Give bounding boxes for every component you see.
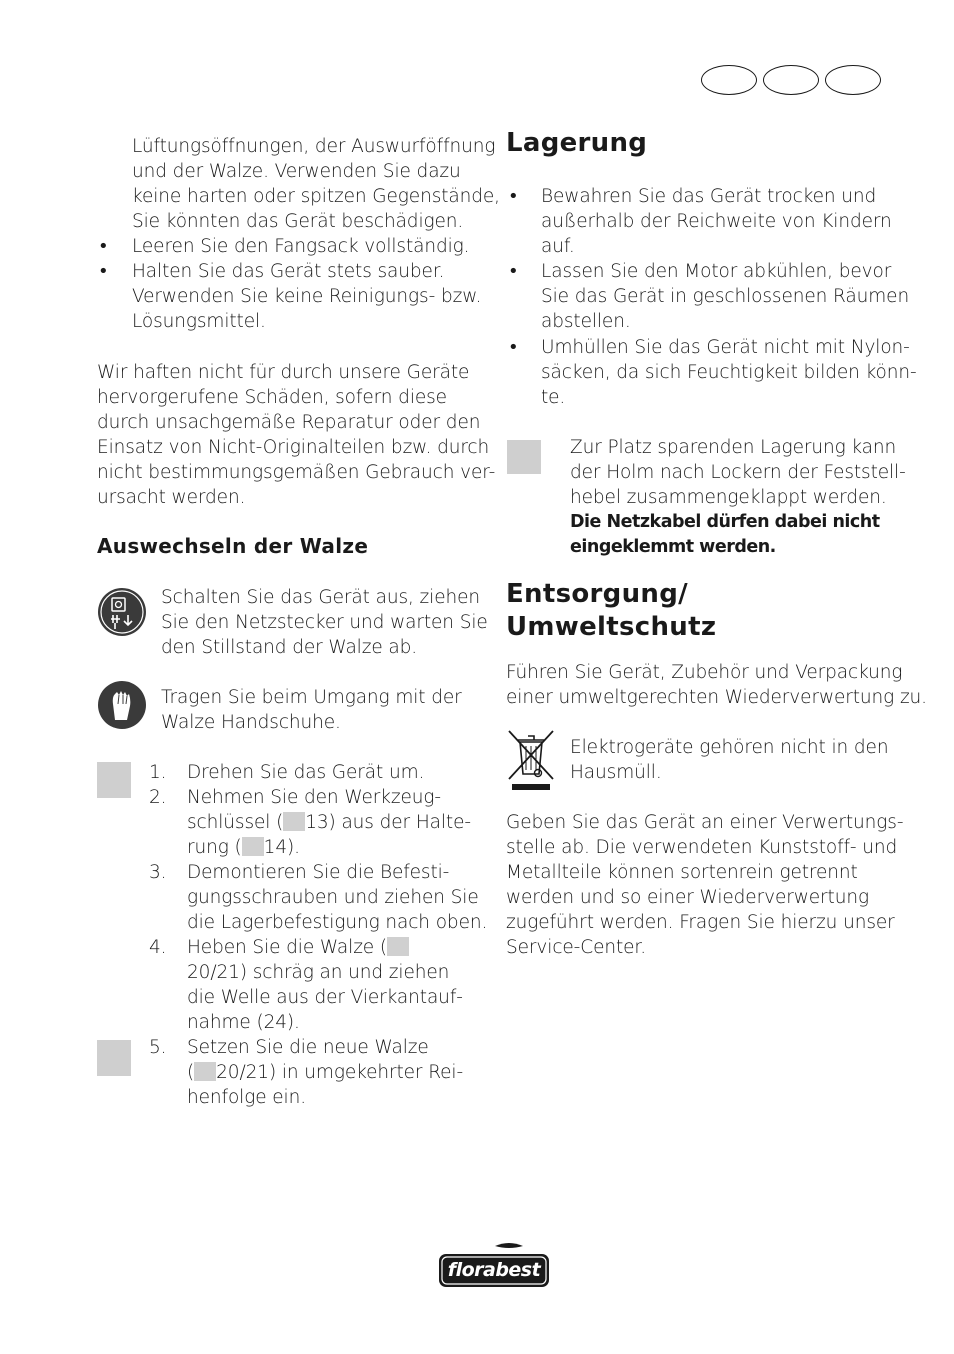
step-text: Drehen Sie das Gerät um. [187, 762, 425, 783]
text-line: Metallteile können sortenrein getrennt [506, 862, 858, 883]
step-number: 2. [149, 787, 167, 808]
figure-ref-icon [194, 1062, 216, 1081]
text-line: Bewahren Sie das Gerät trocken und [541, 186, 877, 207]
text-line: außerhalb der Reichweite von Kindern [541, 211, 892, 232]
text-line: zugeführt werden. Fragen Sie hierzu unser [506, 912, 895, 933]
plug-instruction [161, 585, 488, 660]
text-line: Service-Center. [506, 937, 646, 958]
bullet-dot: • [98, 261, 109, 282]
step-text: henfolge ein. [187, 1087, 306, 1108]
text-line: Lösungsmittel. [132, 311, 266, 332]
language-oval-3 [825, 65, 881, 95]
step-text: die Lagerbefestigung nach oben. [187, 912, 488, 933]
bullet-dot: • [98, 236, 109, 257]
step-text: Nehmen Sie den Werkzeug- [187, 787, 441, 808]
step-4 [149, 935, 489, 1035]
step-number: 3. [149, 862, 167, 883]
step-text: die Welle aus der Vierkantauf- [187, 987, 463, 1008]
step-5 [149, 1035, 489, 1110]
heading-storage: Lagerung [506, 128, 648, 158]
heading-line: Entsorgung/ [506, 579, 688, 609]
text-line: Führen Sie Gerät, Zubehör und Verpackung [506, 662, 903, 683]
bullet-dot: • [508, 337, 519, 358]
text-line: Schalten Sie das Gerät aus, ziehen [161, 587, 481, 608]
bullet-dot: • [508, 261, 519, 282]
text-line: Sie könnten das Gerät beschädigen. [132, 211, 464, 232]
crossed-bin-icon [506, 728, 556, 794]
text-line: abstellen. [541, 311, 631, 332]
step-text: Setzen Sie die neue Walze [187, 1037, 429, 1058]
text-line: einer umweltgerechten Wiederverwertung zu. [506, 687, 927, 708]
text-line: Verwenden Sie keine Reinigungs- bzw. [132, 286, 482, 307]
text-line: Hausmüll. [570, 762, 662, 783]
heading-disposal [506, 578, 716, 644]
bullet-dot: • [508, 186, 519, 207]
text-line: te. [541, 387, 566, 408]
figure-placeholder [97, 1040, 131, 1076]
figure-ref-icon [242, 837, 264, 856]
figure-placeholder [507, 440, 541, 474]
text-line: durch unsachgemäße Reparatur oder den [97, 412, 481, 433]
bullet-empty-bag [132, 234, 469, 259]
text-line: Elektrogeräte gehören nicht in den [570, 737, 889, 758]
text-line: den Stillstand der Walze ab. [161, 637, 418, 658]
text-line-bold: eingeklemmt werden. [570, 537, 776, 557]
figure-ref-icon [387, 937, 409, 956]
text-line: Umhüllen Sie das Gerät nicht mit Nylon- [541, 337, 910, 358]
step-text [187, 810, 471, 835]
step-3 [149, 860, 489, 935]
step-text [187, 935, 463, 960]
text-line: keine harten oder spitzen Gegenstände, [132, 186, 500, 207]
storage-bullet-3 [541, 335, 917, 410]
disposal-paragraph [506, 660, 927, 710]
storage-note [570, 435, 906, 560]
text-line: Halten Sie das Gerät stets sauber. [132, 261, 445, 282]
step-1 [149, 760, 489, 785]
text-span: 13) aus der Halte- [305, 812, 471, 833]
step-text [187, 1060, 463, 1085]
step-number: 4. [149, 937, 167, 958]
step-text: Demontieren Sie die Befesti- [187, 862, 450, 883]
step-number: 1. [149, 762, 167, 783]
text-line: der Holm nach Lockern der Feststell- [570, 462, 906, 483]
text-line: werden und so einer Wiederverwertung [506, 887, 869, 908]
text-line: Sie den Netzstecker und warten Sie [161, 612, 488, 633]
recycling-paragraph [506, 810, 903, 960]
liability-paragraph [97, 360, 495, 510]
brand-logo-text: florabest [447, 1259, 541, 1281]
language-oval-2 [763, 65, 819, 95]
text-line: Sie das Gerät in geschlossenen Räumen [541, 286, 910, 307]
step-text: 20/21) schräg an und ziehen [187, 962, 450, 983]
text-line: und der Walze. Verwenden Sie dazu [132, 161, 461, 182]
text-line: hebel zusammengeklappt werden. [570, 487, 887, 508]
step-number: 5. [149, 1037, 167, 1058]
text-line: Walze Handschuhe. [161, 712, 341, 733]
text-line: ursacht werden. [97, 487, 246, 508]
brand-logo [437, 1242, 551, 1290]
text-line: Lassen Sie den Motor abkühlen, bevor [541, 261, 892, 282]
storage-bullet-2 [541, 259, 909, 334]
text-line: Lüftungsöffnungen, der Auswurföffnung [132, 136, 496, 157]
text-line: Tragen Sie beim Umgang mit der [161, 687, 462, 708]
text-line: nicht bestimmungsgemäßen Gebrauch ver- [97, 462, 496, 483]
text-line: Wir haften nicht für durch unsere Geräte [97, 362, 470, 383]
gloves-icon [97, 680, 147, 730]
gloves-instruction [161, 685, 462, 735]
language-oval-1 [701, 65, 757, 95]
step-2 [149, 785, 489, 860]
bullet-keep-clean [132, 259, 481, 334]
text-line: Geben Sie das Gerät an einer Verwertungs- [506, 812, 904, 833]
text-span: ( [187, 1062, 195, 1083]
heading-replace-roller: Auswechseln der Walze [97, 534, 369, 558]
text-line: stelle ab. Die verwendeten Kunststoff- und [506, 837, 898, 858]
step-text [187, 835, 471, 860]
text-span: rung ( [187, 837, 242, 858]
text-line: säcken, da sich Feuchtigkeit bilden könn- [541, 362, 917, 383]
power-plug-warning-icon [97, 587, 147, 637]
continued-paragraph [132, 134, 500, 234]
text-line: Leeren Sie den Fangsack vollständig. [132, 236, 470, 257]
figure-placeholder [97, 762, 131, 798]
text-line-bold: Die Netzkabel dürfen dabei nicht [570, 512, 880, 532]
step-text: nahme (24). [187, 1012, 300, 1033]
language-ovals [701, 65, 887, 95]
storage-bullet-1 [541, 184, 892, 259]
steps-list [149, 760, 489, 1110]
text-span: schlüssel ( [187, 812, 284, 833]
text-line: Einsatz von Nicht-Originalteilen bzw. durch [97, 437, 490, 458]
text-span: 20/21) in umgekehrter Rei- [216, 1062, 464, 1083]
text-line: auf. [541, 236, 575, 257]
figure-ref-icon [283, 812, 305, 831]
text-line: Zur Platz sparenden Lagerung kann [570, 437, 897, 458]
text-span: Heben Sie die Walze ( [187, 937, 387, 958]
step-text: gungsschrauben und ziehen Sie [187, 887, 479, 908]
text-span: 14). [263, 837, 300, 858]
weee-note [570, 735, 888, 785]
text-line: hervorgerufene Schäden, sofern diese [97, 387, 447, 408]
heading-line: Umweltschutz [506, 612, 717, 642]
